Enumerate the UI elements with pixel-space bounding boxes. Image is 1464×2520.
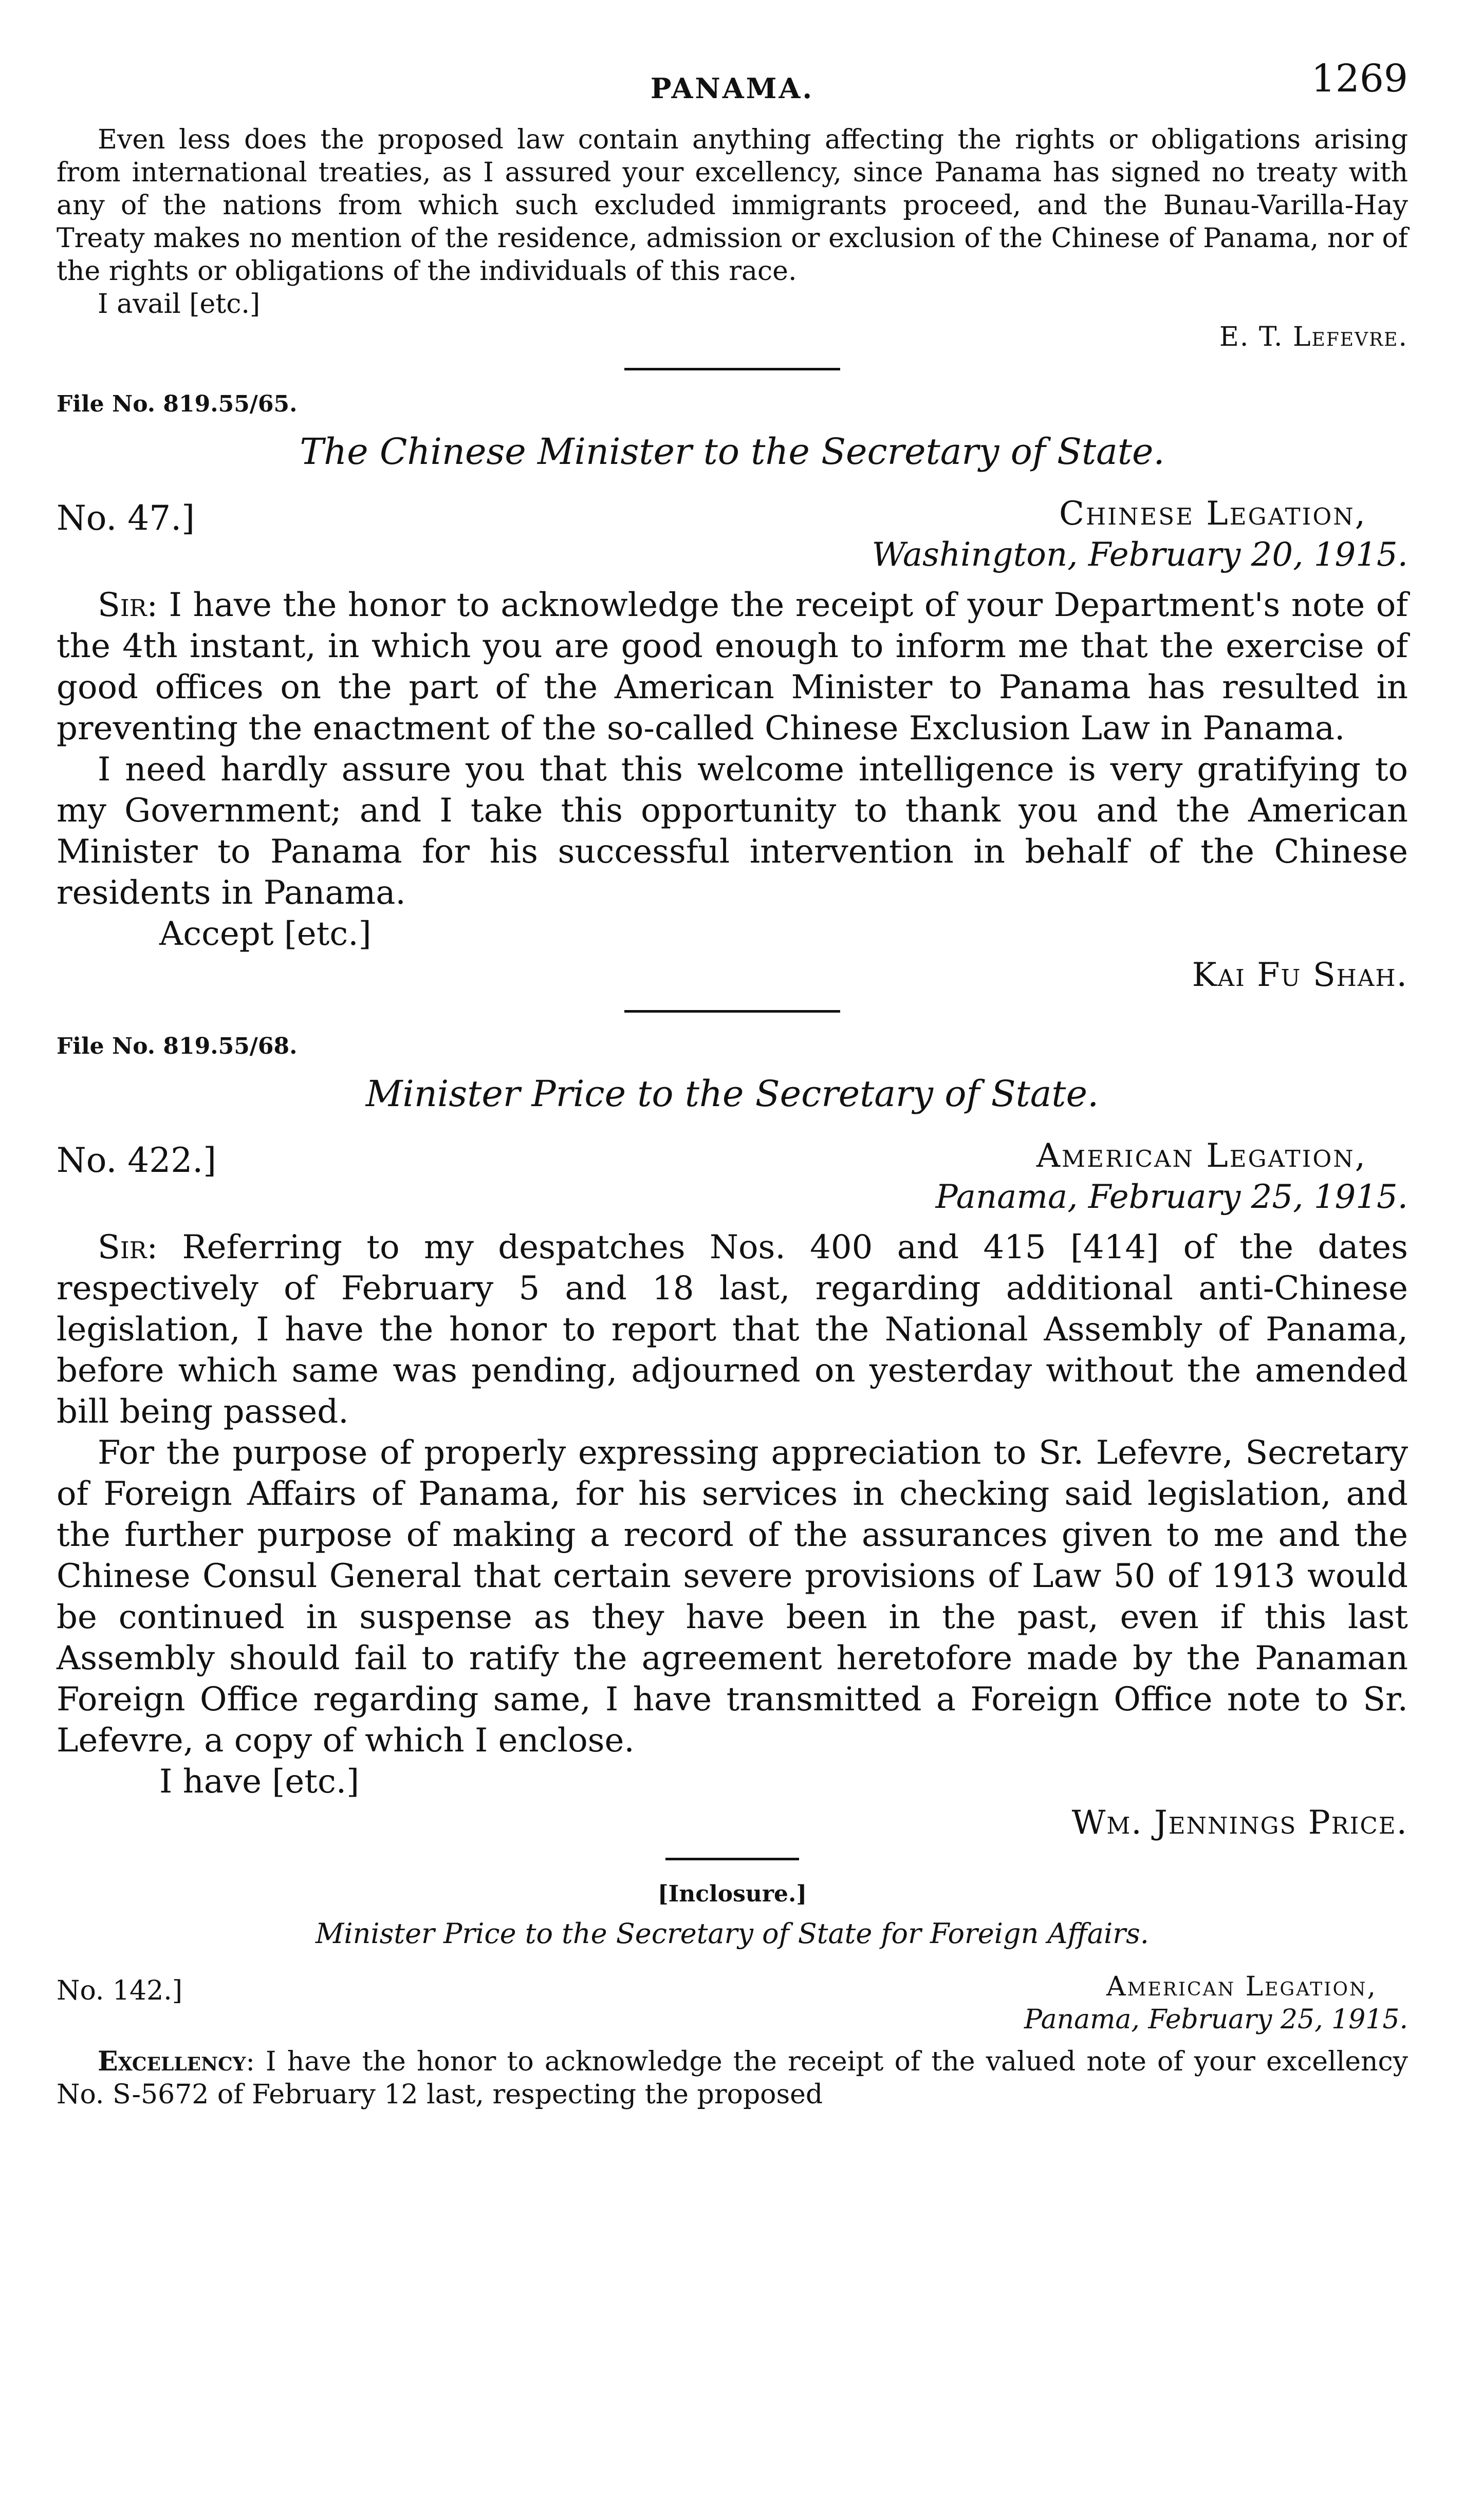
intro-closing: I avail [etc.] — [98, 289, 261, 320]
inclosure-number: No. 142.] — [57, 1975, 183, 2006]
inclosure-headline — [57, 1970, 1408, 2036]
doc2-section — [57, 1033, 1408, 1843]
intro-section — [57, 123, 1408, 353]
inclosure-paragraph-1-text: : I have the honor to acknowledge the receipt of the valued note of your excellency No. S-5672 of February 12 last, respecting the proposed — [57, 2046, 1408, 2110]
doc1-closing: Accept [etc.] — [159, 915, 372, 953]
doc2-file-no: File No. 819.55/68. — [57, 1033, 298, 1059]
inclosure-place-date: Panama, February 25, 1915. — [1024, 2004, 1408, 2035]
doc1-place — [872, 493, 1408, 575]
inclosure-section — [57, 1881, 1408, 2111]
doc2-paragraph-1 — [57, 1227, 1408, 1432]
document-page — [57, 51, 1408, 2466]
doc1-body — [57, 585, 1408, 996]
doc2-number: No. 422.] — [57, 1141, 216, 1180]
section-divider — [665, 1858, 799, 1860]
inclosure-paragraph-1 — [57, 2045, 1408, 2111]
section-divider — [624, 1010, 840, 1013]
doc2-closing: I have [etc.] — [159, 1763, 360, 1801]
doc1-salutation: Sir — [98, 586, 147, 624]
doc1-signature: Kai Fu Shah. — [1192, 956, 1408, 994]
section-divider — [624, 368, 840, 370]
doc1-paragraph-2: I need hardly assure you that this welcome intelligence is very gratifying to my Government; and I take this opportunity to thank you and the American Minister to Panama for his successful intervention in behalf of the Chinese residents in Panama. — [57, 751, 1408, 912]
inclosure-label: [Inclosure.] — [657, 1881, 807, 1907]
doc1-section — [57, 391, 1408, 996]
page-number: 1269 — [1311, 57, 1408, 101]
inclosure-title: Minister Price to the Secretary of State for Foreign Affairs. — [316, 1917, 1149, 1950]
doc2-headline — [57, 1135, 1408, 1218]
page-header — [57, 51, 1408, 123]
doc1-paragraph-1 — [57, 585, 1408, 749]
doc1-title: The Chinese Minister to the Secretary of State. — [300, 431, 1165, 473]
doc1-headline — [57, 493, 1408, 575]
doc2-title: Minister Price to the Secretary of State. — [365, 1073, 1099, 1115]
intro-signature: E. T. Lefevre. — [1219, 322, 1408, 352]
doc2-legation: American Legation, — [1036, 1137, 1367, 1175]
doc2-salutation: Sir — [98, 1228, 147, 1266]
inclosure-legation: American Legation, — [1106, 1971, 1377, 2002]
intro-paragraph: Even less does the proposed law contain anything affecting the rights or obligations arising from international treaties, as I assured your excellency, since Panama has signed no treaty with any of the nations from which such excluded immigrants proceed, and the Bunau-Varilla-Hay Treaty makes no mention of the residence, admission or exclusion of the Chinese of Panama, nor of the rights or obligations of the individuals of this race. — [57, 124, 1408, 287]
doc2-signature: Wm. Jennings Price. — [1071, 1804, 1408, 1842]
doc1-paragraph-1-text: : I have the honor to acknowledge the receipt of your Department's note of the 4th instant, in which you are good enough to inform me that the exercise of good offices on the part of the American Minister to Panama has resulted in preventing the enactment of the so-called Chinese Exclusion Law in Panama. — [57, 586, 1408, 748]
doc2-paragraph-1-text: : Referring to my despatches Nos. 400 and 415 [414] of the dates respectively of February 5 and 18 last, regarding additional anti-Chinese legislation, I have the honor to report that the National Assembly of Panama, before which same was pending, adjourned on yesterday without the amended bill being passed. — [57, 1228, 1408, 1431]
inclosure-salutation: Excellency — [98, 2046, 246, 2077]
doc2-place-date: Panama, February 25, 1915. — [935, 1178, 1408, 1216]
doc2-place — [936, 1135, 1408, 1218]
inclosure-body — [57, 2045, 1408, 2111]
doc1-legation: Chinese Legation, — [1059, 495, 1367, 533]
doc1-place-date: Washington, February 20, 1915. — [872, 536, 1408, 574]
running-head: PANAMA. — [650, 72, 814, 105]
doc1-number: No. 47.] — [57, 498, 195, 538]
doc2-body — [57, 1227, 1408, 1843]
inclosure-place — [1024, 1970, 1408, 2036]
doc1-file-no: File No. 819.55/65. — [57, 391, 298, 417]
doc2-paragraph-2: For the purpose of properly expressing appreciation to Sr. Lefevre, Secretary of Foreign Affairs of Panama, for his services in checking said legislation, and the further purpose of making a record of the assurances given to me and the Chinese Consul General that certain severe provisions of Law 50 of 1913 would be continued in suspense as they have been in the past, even if this last Assembly should fail to ratify the agreement heretofore made by the Panaman Foreign Office regarding same, I have transmitted a Foreign Office note to Sr. Lefevre, a copy of which I enclose. — [57, 1434, 1408, 1760]
